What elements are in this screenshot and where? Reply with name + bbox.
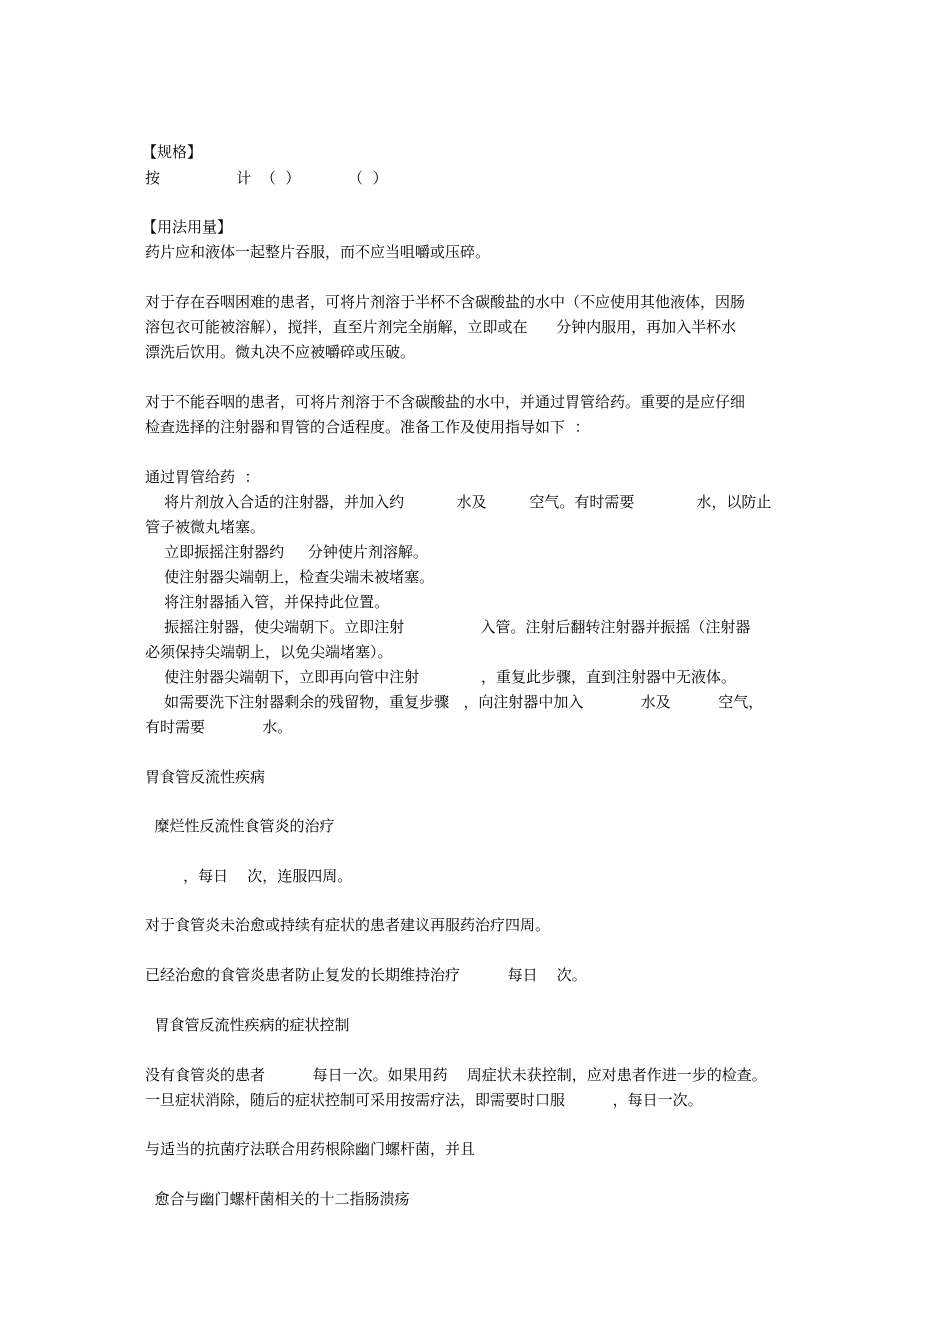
symptom-heading: 胃食管反流性疾病的症状控制 [145,1016,350,1034]
ulcer-heading: 愈合与幽门螺杆菌相关的十二指肠溃疡 [145,1190,410,1208]
dose-line: ，每日 次，连服四周。 [145,867,353,885]
tube-step-line: 管子被微丸堵塞。 [145,518,266,536]
tube-step-line: 使注射器尖端朝上，检查尖端未被堵塞。 [145,568,435,586]
maintenance-line: 已经治愈的食管炎患者防止复发的长期维持治疗 每日 次。 [145,966,587,984]
erosive-heading: 糜烂性反流性食管炎的治疗 [145,817,335,835]
usage-paragraph-2-line: 漂洗后饮用。微丸决不应被嚼碎或压破。 [145,343,416,361]
usage-paragraph-3-line: 检查选择的注射器和胃管的合适程度。准备工作及使用指导如下 ： [145,418,590,436]
tube-step-line: 有时需要 水。 [145,718,293,736]
symptom-line: 没有食管炎的患者 每日一次。如果用药 周症状未获控制，应对患者作进一步的检查。 [145,1066,767,1084]
usage-paragraph-3-line: 对于不能吞咽的患者，可将片剂溶于不含碳酸盐的水中，并通过胃管给药。重要的是应仔细 [145,393,746,411]
usage-heading: 【用法用量】 [142,218,233,236]
usage-paragraph-1: 药片应和液体一起整片吞服，而不应当咀嚼或压碎。 [145,243,491,261]
tube-step-line: 将片剂放入合适的注射器，并加入约 水及 空气。有时需要 水，以防止 [145,493,772,511]
tube-heading: 通过胃管给药 ： [145,468,260,486]
spec-heading: 【规格】 [142,143,203,161]
gerd-heading: 胃食管反流性疾病 [145,768,266,786]
usage-paragraph-2-line: 对于存在吞咽困难的患者，可将片剂溶于半杯不含碳酸盐的水中（不应使用其他液体，因肠 [145,293,746,311]
tube-step-line: 立即振摇注射器约 分钟使片剂溶解。 [145,543,428,561]
symptom-line: 一旦症状消除，随后的症状控制可采用按需疗法，即需要时口服 ，每日一次。 [145,1091,703,1109]
tube-step-line: 如需要洗下注射器剩余的残留物，重复步骤 ，向注射器中加入 水及 空气， [145,693,764,711]
spec-line: 按 计 （ ） （ ） [145,169,388,187]
tube-step-line: 必须保持尖端朝上，以免尖端堵塞）。 [145,643,393,661]
tube-step-line: 振摇注射器，使尖端朝下。立即注射 入管。注射后翻转注射器并振摇（注射器 [145,618,751,636]
tube-step-line: 使注射器尖端朝下，立即再向管中注射 ，重复此步骤，直到注射器中无液体。 [145,668,737,686]
usage-paragraph-2-line: 溶包衣可能被溶解），搅拌，直至片剂完全崩解，立即或在 分钟内服用，再加入半杯水 [145,318,737,336]
tube-step-line: 将注射器插入管，并保持此位置。 [145,593,390,611]
hp-eradication-line: 与适当的抗菌疗法联合用药根除幽门螺杆菌，并且 [145,1140,476,1158]
extra-treatment-line: 对于食管炎未治愈或持续有症状的患者建议再服药治疗四周。 [145,916,551,934]
